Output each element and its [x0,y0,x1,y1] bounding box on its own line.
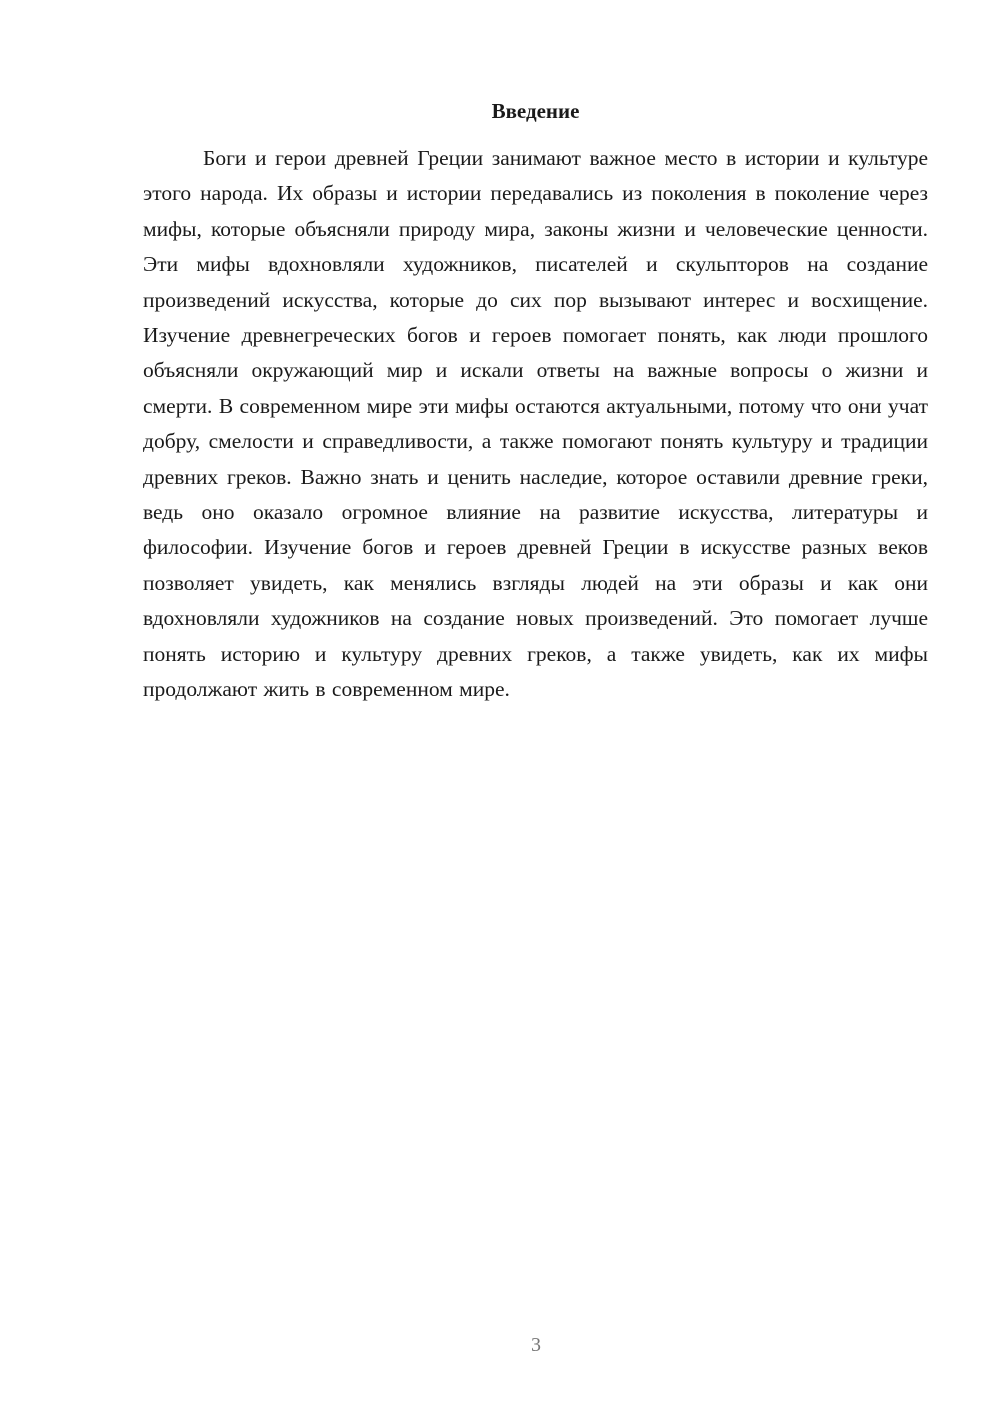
body-paragraph: Боги и герои древней Греции занимают важное место в истории и культуре этого народа. Их образы и истории передавались из поколения в поколение через мифы, которые объясняли природу мира, законы жизни и человеческие ценности. Эти мифы вдохновляли художников, писателей и скульпторов на создание произведений искусства, которые до сих пор вызывают интерес и восхищение. Изучение древнегреческих богов и героев помогает понять, как люди прошлого объясняли окружающий мир и искали ответы на важные вопросы о жизни и смерти. В современном мире эти мифы остаются актуальными, потому что они учат добру, смелости и справедливости, а также помогают понять культуру и традиции древних греков. Важно знать и ценить наследие, которое оставили древние греки, ведь оно оказало огромное влияние на развитие искусства, литературы и философии. Изучение богов и героев древней Греции в искусстве разных веков позволяет увидеть, как менялись взгляды людей на эти образы и как они вдохновляли художников на создание новых произведений. Это помогает лучше понять историю и культуру древних греков, а также увидеть, как их мифы продолжают жить в современном мире. [143,146,928,702]
page-number: 3 [531,1334,541,1356]
section-title: Введение [491,99,580,123]
